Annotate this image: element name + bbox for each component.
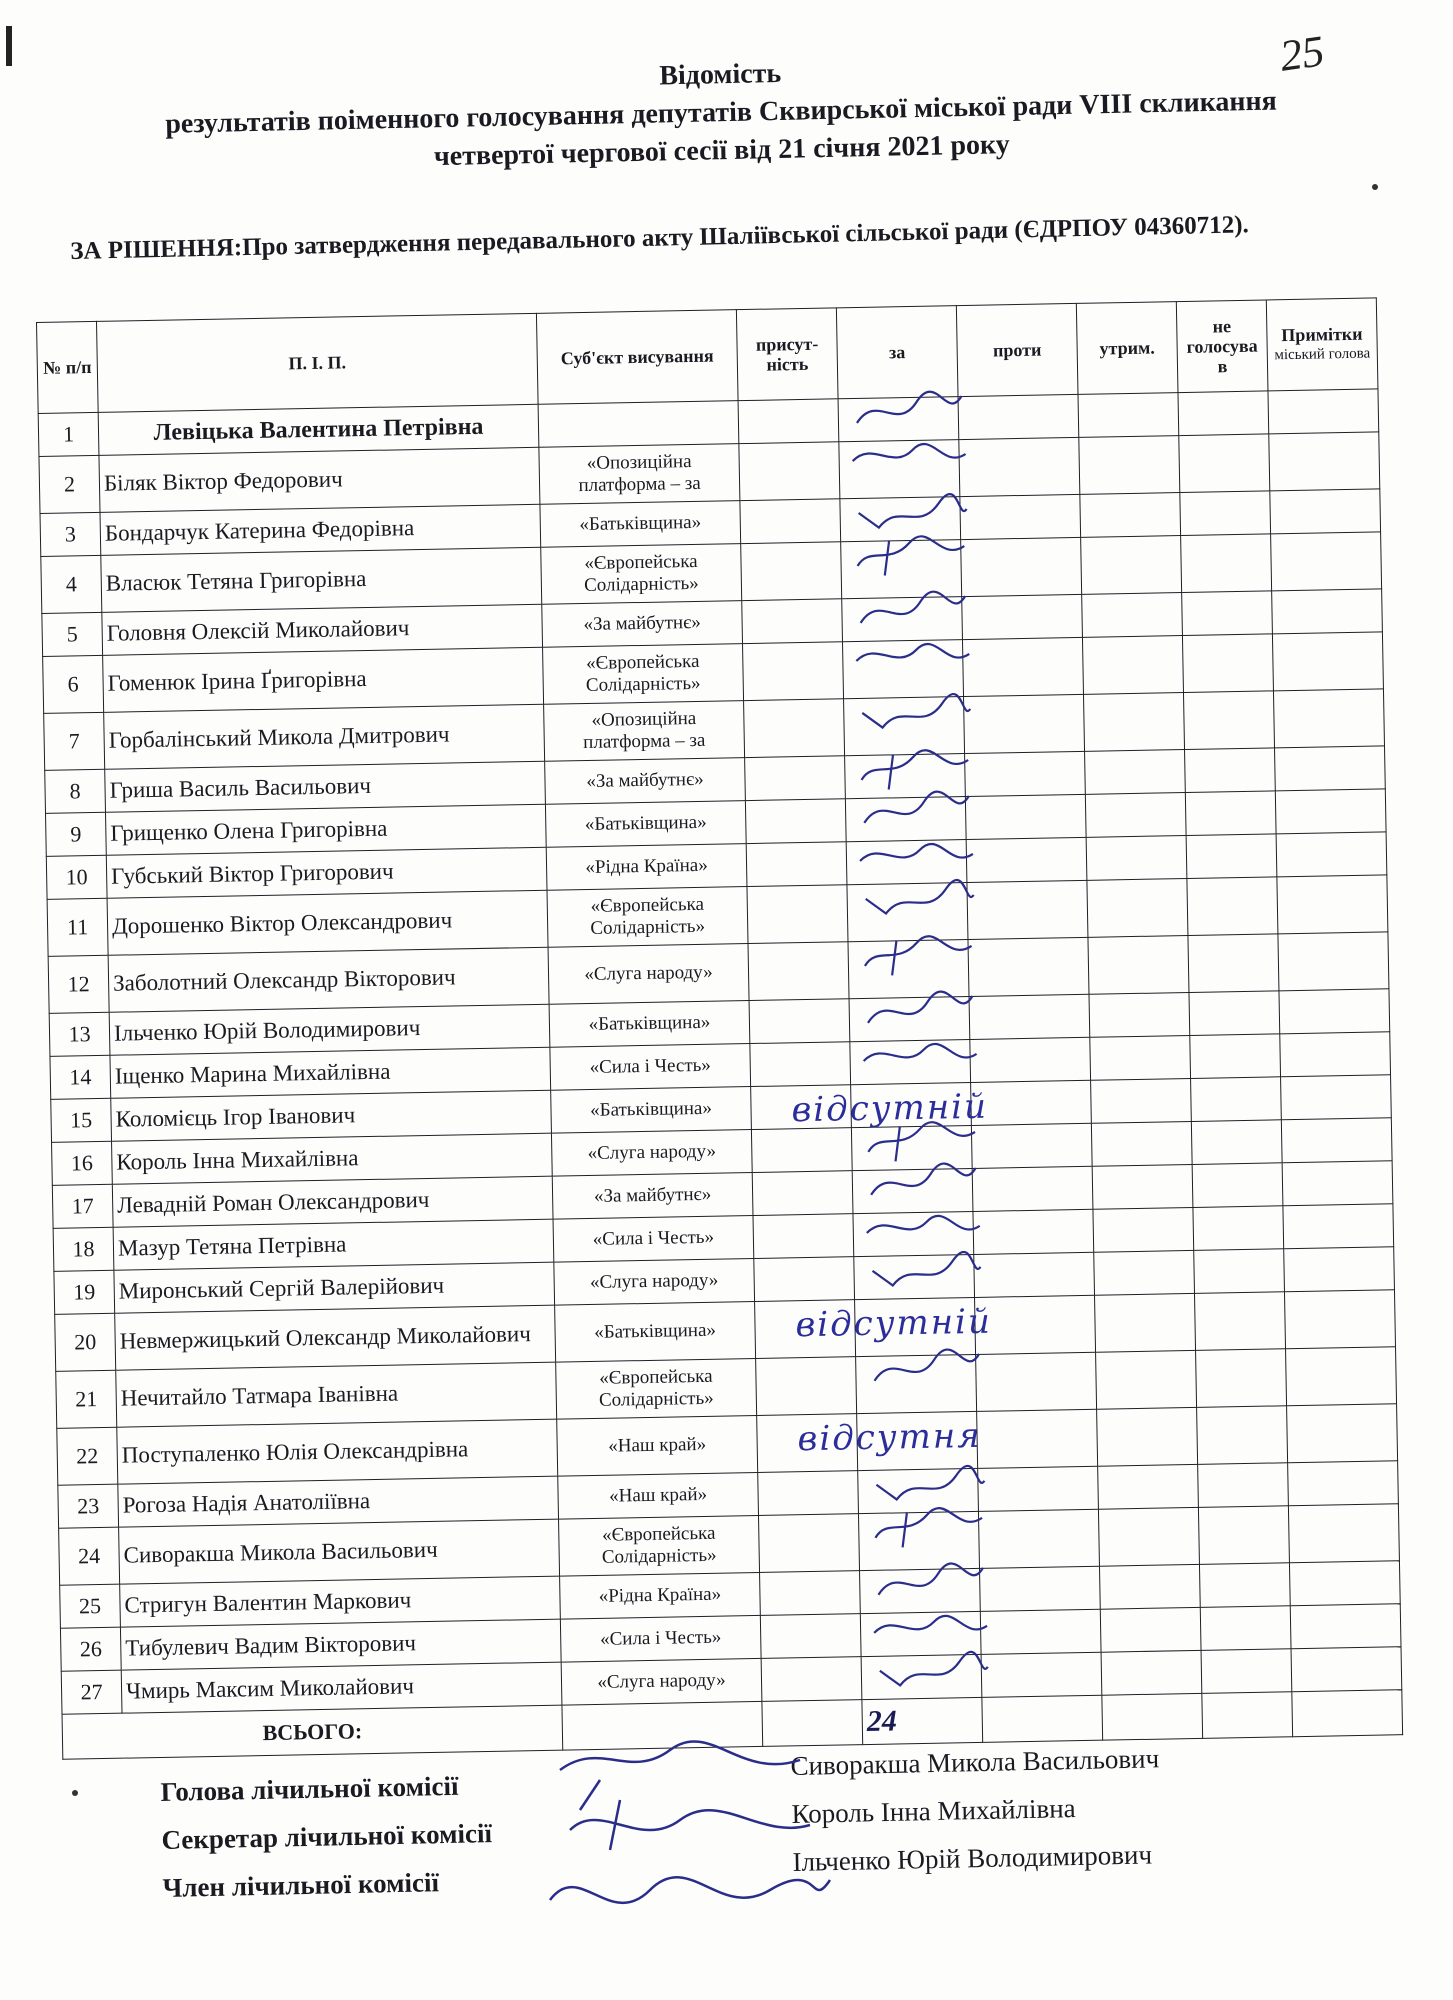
row-number: 18 (53, 1227, 114, 1271)
vote-for-cell (848, 940, 969, 999)
vote-for-cell (839, 440, 960, 499)
present-cell (749, 999, 850, 1044)
not-voted-cell (1181, 534, 1272, 593)
vote-against-cell (965, 794, 1086, 839)
present-cell (748, 942, 849, 1001)
deputy-name: Поступаленко Юлія Олександрівна (117, 1419, 558, 1484)
deputy-party: «Батьківщина» (545, 801, 746, 848)
vote-against-cell (962, 594, 1083, 639)
not-voted-cell (1199, 1563, 1290, 1608)
total-empty (1202, 1692, 1293, 1739)
abstain-cell (1089, 992, 1190, 1037)
deputy-party: «Батьківщина» (549, 1001, 750, 1048)
abstain-cell (1100, 1607, 1201, 1652)
note-cell (1288, 1504, 1399, 1563)
deputy-party: «Слуга народу» (561, 1658, 762, 1705)
deputy-name: Рогоза Надія Анатоліївна (118, 1476, 559, 1527)
document-title-line3: четвертої чергової сесії від 21 січня 2021 року (433, 129, 1011, 173)
vote-for-cell (861, 1654, 982, 1699)
abstain-cell (1082, 593, 1183, 638)
present-cell (742, 599, 843, 644)
not-voted-cell (1185, 791, 1276, 836)
not-voted-cell (1187, 877, 1278, 936)
signature-mark (861, 1206, 982, 1252)
deputy-name: Мазур Тетяна Петрівна (113, 1219, 554, 1270)
vote-against-cell (967, 880, 1088, 939)
present-cell (750, 1042, 851, 1087)
not-voted-cell (1182, 591, 1273, 636)
row-number: 27 (61, 1670, 122, 1714)
deputy-name: Коломієць Ігор Іванович (111, 1090, 552, 1141)
note-cell (1273, 689, 1384, 748)
deputy-party (538, 401, 739, 448)
absent-note: відсутній (795, 1301, 993, 1346)
deputy-party: «Батьківщина» (540, 501, 741, 548)
note-cell (1289, 1561, 1400, 1606)
row-number: 8 (45, 769, 106, 813)
scan-speck (1372, 184, 1378, 190)
row-number: 12 (48, 955, 109, 1013)
commission-roles (160, 1761, 493, 1912)
abstain-cell (1093, 1207, 1194, 1252)
vote-against-cell (979, 1566, 1100, 1611)
vote-for-cell (856, 1354, 977, 1413)
deputy-name: Сиворакша Микола Васильович (119, 1519, 560, 1584)
present-cell (756, 1357, 857, 1416)
deputy-party: «Наш край» (557, 1415, 758, 1476)
row-number: 2 (39, 455, 100, 513)
signature-mark (850, 591, 971, 637)
header-present: присут-ність (736, 308, 838, 401)
vote-against-cell (977, 1409, 1098, 1468)
total-empty (1102, 1693, 1203, 1740)
vote-against-cell (978, 1466, 1099, 1511)
row-number: 25 (60, 1584, 121, 1628)
deputy-party: «Слуга народу» (548, 944, 749, 1005)
deputy-name: Тибулевич Вадим Вікторович (120, 1619, 561, 1670)
not-voted-cell (1185, 748, 1276, 793)
deputy-party: «Сила і Честь» (553, 1216, 754, 1263)
note-cell (1270, 489, 1381, 534)
vote-for-cell (844, 697, 965, 756)
abstain-cell (1078, 393, 1179, 438)
commission-member: Король Інна Михайлівна (791, 1793, 1076, 1829)
deputy-name: Бондарчук Катерина Федорівна (100, 504, 541, 555)
signature-mark (851, 634, 972, 680)
abstain-cell (1085, 750, 1186, 795)
deputy-name: Левіцька Валентина Петрівна (98, 404, 539, 455)
note-cell (1291, 1647, 1402, 1692)
note-cell (1269, 432, 1380, 491)
present-cell (743, 642, 844, 701)
abstain-cell (1091, 1078, 1192, 1123)
signature-mark (862, 1249, 983, 1295)
abstain-cell (1099, 1564, 1200, 1609)
note-cell (1279, 989, 1390, 1034)
signature-mark (860, 1120, 981, 1166)
deputy-name: Горбалінський Микола Дмитрович (104, 704, 545, 769)
scan-speck (72, 1790, 78, 1796)
present-cell (761, 1657, 862, 1702)
signature-mark (847, 434, 968, 480)
not-voted-cell (1189, 991, 1280, 1036)
note-cell (1287, 1404, 1398, 1463)
decision-subject: ЗА РІШЕННЯ:Про затвердження передавального акту Шаліївської сільської ради (ЄДРПОУ 04360712). (70, 211, 1250, 265)
note-cell (1290, 1604, 1401, 1649)
row-number: 20 (55, 1313, 116, 1371)
header-num: № п/п (37, 321, 99, 413)
note-cell (1283, 1204, 1394, 1249)
vote-against-cell (976, 1352, 1097, 1411)
deputy-party: «Рідна Країна» (560, 1572, 761, 1619)
signature-mark (849, 534, 970, 580)
total-empty (1292, 1690, 1403, 1737)
deputy-name: Грищенко Олена Григорівна (105, 804, 546, 855)
row-number: 21 (56, 1370, 117, 1428)
abstain-cell (1087, 879, 1188, 938)
present-cell (758, 1514, 859, 1573)
vote-against-cell (962, 637, 1083, 696)
deputy-party: «Європейська Солідарність» (559, 1515, 760, 1576)
abstain-cell (1101, 1650, 1202, 1695)
vote-against-cell (980, 1609, 1101, 1654)
present-cell (760, 1614, 861, 1659)
document-title: Відомість (658, 57, 782, 92)
vote-against-cell (965, 751, 1086, 796)
row-number: 5 (42, 612, 103, 656)
deputy-name: Ільченко Юрій Володимирович (109, 1004, 550, 1055)
not-voted-cell (1194, 1249, 1285, 1294)
note-cell (1268, 389, 1379, 434)
deputy-name: Біляк Віктор Федорович (99, 447, 540, 512)
note-cell (1276, 832, 1387, 877)
absent-note: відсутній (791, 1086, 989, 1131)
present-cell (752, 1171, 853, 1216)
not-voted-cell (1182, 634, 1273, 693)
row-number: 4 (41, 555, 102, 613)
abstain-cell (1095, 1293, 1196, 1352)
vote-against-cell (972, 1166, 1093, 1211)
deputy-party: «Європейська Солідарність» (543, 644, 744, 705)
deputy-party: «Сила і Честь» (560, 1615, 761, 1662)
vote-for-cell (842, 640, 963, 699)
deputy-party: «Європейська Солідарність» (556, 1358, 757, 1419)
note-cell (1272, 632, 1383, 691)
deputy-name: Король Інна Михайлівна (112, 1133, 553, 1184)
present-cell (760, 1571, 861, 1616)
deputy-party: «За майбутнє» (552, 1173, 753, 1220)
abstain-cell (1094, 1250, 1195, 1295)
deputy-name: Левадній Роман Олександрович (112, 1176, 553, 1227)
note-cell (1286, 1347, 1397, 1406)
deputy-party: «Європейська Солідарність» (541, 544, 742, 605)
row-number: 3 (40, 512, 101, 556)
deputy-name: Гоменюк Ірина Ґригорівна (103, 647, 544, 712)
abstain-cell (1080, 493, 1181, 538)
deputy-name: Заболотний Олександр Вікторович (108, 947, 549, 1012)
not-voted-cell (1186, 834, 1277, 879)
row-number: 9 (46, 812, 107, 856)
present-cell (740, 499, 841, 544)
absent-note: відсутня (797, 1415, 983, 1460)
deputy-name: Стригун Валентин Маркович (120, 1576, 561, 1627)
vote-against-cell (968, 937, 1089, 996)
row-number: 13 (49, 1012, 110, 1056)
deputy-name: Власюк Тетяна Григорівна (101, 547, 542, 612)
row-number: 22 (57, 1427, 118, 1485)
row-number: 7 (44, 712, 105, 770)
commission-member: Ільченко Юрій Володимирович (792, 1839, 1153, 1877)
note-cell (1272, 589, 1383, 634)
not-voted-cell (1196, 1349, 1287, 1408)
signature-mark (868, 1563, 989, 1609)
note-cell (1281, 1075, 1392, 1120)
deputy-name: Гриша Василь Васильович (105, 761, 546, 812)
vote-against-cell (966, 837, 1087, 882)
deputy-party: «Опозиційна платформа – за (539, 444, 740, 505)
page-number: 25 (1276, 26, 1328, 81)
abstain-cell (1088, 935, 1189, 994)
deputy-party: «За майбутнє» (542, 601, 743, 648)
header-subject: Суб'єкт висування (536, 310, 738, 405)
abstain-cell (1082, 636, 1183, 695)
document-title-line2: результатів поіменного голосування депутатів Сквирської міської ради VIII скликання (164, 85, 1278, 140)
signature-mark (854, 791, 975, 837)
voting-table (36, 297, 1403, 1759)
not-voted-cell (1192, 1163, 1283, 1208)
abstain-cell (1090, 1035, 1191, 1080)
commission-members (790, 1734, 1162, 1886)
deputy-name: Нечитайло Татмара Іванівна (116, 1362, 557, 1427)
note-cell (1284, 1290, 1395, 1349)
present-cell (754, 1257, 855, 1302)
not-voted-cell (1200, 1606, 1291, 1651)
header-not-voted: не голосува в (1176, 300, 1268, 393)
not-voted-cell (1198, 1463, 1289, 1508)
deputy-name: Миронський Сергій Валерійович (114, 1262, 555, 1313)
commission-signatures (540, 1740, 840, 1940)
note-cell (1288, 1461, 1399, 1506)
row-number: 16 (52, 1141, 113, 1185)
vote-against-cell (969, 994, 1090, 1039)
row-number: 6 (43, 655, 104, 713)
note-cell (1281, 1118, 1392, 1163)
vote-against-cell (959, 437, 1080, 496)
deputy-party: «Наш край» (558, 1472, 759, 1519)
row-number: 19 (54, 1270, 115, 1314)
signature-mark (861, 1163, 982, 1209)
not-voted-cell (1191, 1120, 1282, 1165)
signature-mark (867, 1506, 988, 1552)
signature-mark (852, 691, 973, 737)
abstain-cell (1085, 793, 1186, 838)
present-cell (738, 399, 839, 444)
signature-mark (846, 391, 967, 437)
present-cell (745, 756, 846, 801)
abstain-cell (1092, 1164, 1193, 1209)
row-number: 14 (50, 1055, 111, 1099)
commission-member: Сиворакша Микола Васильович (790, 1743, 1160, 1781)
row-number: 15 (51, 1098, 112, 1142)
vote-for-cell (841, 540, 962, 599)
deputy-party: «Європейська Солідарність» (547, 887, 748, 948)
deputy-party: «Опозиційна платформа – за (544, 701, 745, 762)
signature-mark (869, 1606, 990, 1652)
total-label: ВСЬОГО: (62, 1705, 563, 1759)
row-number: 11 (47, 898, 108, 956)
not-voted-cell (1178, 391, 1269, 436)
note-cell (1275, 746, 1386, 791)
deputy-name: Невмержицький Олександр Миколайович (115, 1305, 556, 1370)
present-cell (745, 799, 846, 844)
voting-table-wrap (36, 297, 1403, 1759)
not-voted-cell (1198, 1506, 1289, 1565)
signature-mark (855, 834, 976, 880)
vote-against-cell (971, 1080, 1092, 1125)
abstain-cell (1098, 1507, 1199, 1566)
deputy-party: «Батьківщина» (551, 1087, 752, 1134)
abstain-cell (1086, 836, 1187, 881)
not-voted-cell (1197, 1406, 1288, 1465)
present-cell (753, 1214, 854, 1259)
vote-against-cell (960, 494, 1081, 539)
header-abstain: утрим. (1076, 302, 1178, 395)
vote-against-cell (961, 537, 1082, 596)
note-cell (1277, 875, 1388, 934)
abstain-cell (1081, 536, 1182, 595)
header-note-sub: міський голова (1274, 345, 1371, 364)
row-number: 26 (60, 1627, 121, 1671)
deputy-party: «Батьківщина» (555, 1301, 756, 1362)
present-cell (744, 699, 845, 758)
deputy-name: Іщенко Марина Михайлівна (110, 1047, 551, 1098)
header-note-label: Примітки (1281, 323, 1363, 346)
not-voted-cell (1188, 934, 1279, 993)
note-cell (1271, 532, 1382, 591)
vote-against-cell (978, 1509, 1099, 1568)
present-cell (741, 542, 842, 601)
vote-for-cell (858, 1511, 979, 1570)
present-cell (747, 885, 848, 944)
vote-against-cell (958, 394, 1079, 439)
scan-edge-mark (6, 26, 12, 66)
present-cell (739, 442, 840, 501)
row-number: 1 (38, 412, 99, 456)
vote-against-cell (970, 1037, 1091, 1082)
not-voted-cell (1191, 1077, 1282, 1122)
deputy-party: «Рідна Країна» (546, 844, 747, 891)
note-cell (1275, 789, 1386, 834)
header-against: проти (956, 303, 1078, 396)
signature-mark (848, 491, 969, 537)
signature-mark (858, 1034, 979, 1080)
commission-role: Член лічильної комісії (162, 1867, 440, 1903)
vote-against-cell (981, 1652, 1102, 1697)
note-cell (1278, 932, 1389, 991)
vote-against-cell (964, 694, 1085, 753)
not-voted-cell (1179, 434, 1270, 493)
signature-mark (855, 877, 976, 923)
not-voted-cell (1183, 691, 1274, 750)
signature-mark (866, 1463, 987, 1509)
not-voted-cell (1180, 491, 1271, 536)
vote-for-cell (854, 1254, 975, 1299)
deputy-party: «Слуга народу» (554, 1259, 755, 1306)
abstain-cell (1096, 1350, 1197, 1409)
header-note (1266, 298, 1378, 391)
vote-for-cell (795, 1297, 993, 1356)
not-voted-cell (1193, 1206, 1284, 1251)
header-for: за (836, 306, 958, 399)
total-for-value: 24 (862, 1697, 983, 1744)
vote-against-cell (971, 1123, 1092, 1168)
abstain-cell (1098, 1464, 1199, 1509)
vote-against-cell (975, 1295, 1096, 1354)
note-cell (1280, 1032, 1391, 1077)
abstain-cell (1083, 693, 1184, 752)
row-number: 10 (46, 855, 107, 899)
present-cell (746, 842, 847, 887)
deputy-party: «Сила і Честь» (550, 1044, 751, 1091)
vote-against-cell (974, 1252, 1095, 1297)
deputy-name: Губський Віктор Григорович (106, 847, 547, 898)
deputy-party: «За майбутнє» (545, 758, 746, 805)
row-number: 24 (59, 1527, 120, 1585)
note-cell (1282, 1161, 1393, 1206)
present-cell (758, 1471, 859, 1516)
vote-for-cell (850, 1040, 971, 1085)
deputy-name: Чмирь Максим Миколайович (121, 1662, 562, 1713)
vote-against-cell (973, 1209, 1094, 1254)
deputy-party: «Слуга народу» (551, 1130, 752, 1177)
abstain-cell (1079, 436, 1180, 495)
signature-mark (864, 1349, 985, 1395)
abstain-cell (1091, 1121, 1192, 1166)
row-number: 17 (52, 1184, 113, 1228)
abstain-cell (1097, 1407, 1198, 1466)
signature-mark (857, 991, 978, 1037)
present-cell (751, 1128, 852, 1173)
document-header (60, 42, 1382, 184)
signature-mark (856, 934, 977, 980)
note-cell (1284, 1247, 1395, 1292)
signature-mark (853, 748, 974, 794)
deputy-name: Дорошенко Віктор Олександрович (107, 890, 548, 955)
row-number: 23 (58, 1484, 119, 1528)
header-name: П. І. П. (96, 313, 538, 412)
vote-for-cell (797, 1411, 983, 1470)
commission-role: Секретар лічильної комісії (161, 1818, 493, 1855)
commission-role: Голова лічильної комісії (160, 1770, 459, 1807)
deputy-name: Головня Олексій Миколайович (102, 604, 543, 655)
vote-for-cell (847, 883, 968, 942)
not-voted-cell (1201, 1649, 1292, 1694)
signature-mark (869, 1649, 990, 1695)
not-voted-cell (1194, 1292, 1285, 1351)
not-voted-cell (1190, 1034, 1281, 1079)
